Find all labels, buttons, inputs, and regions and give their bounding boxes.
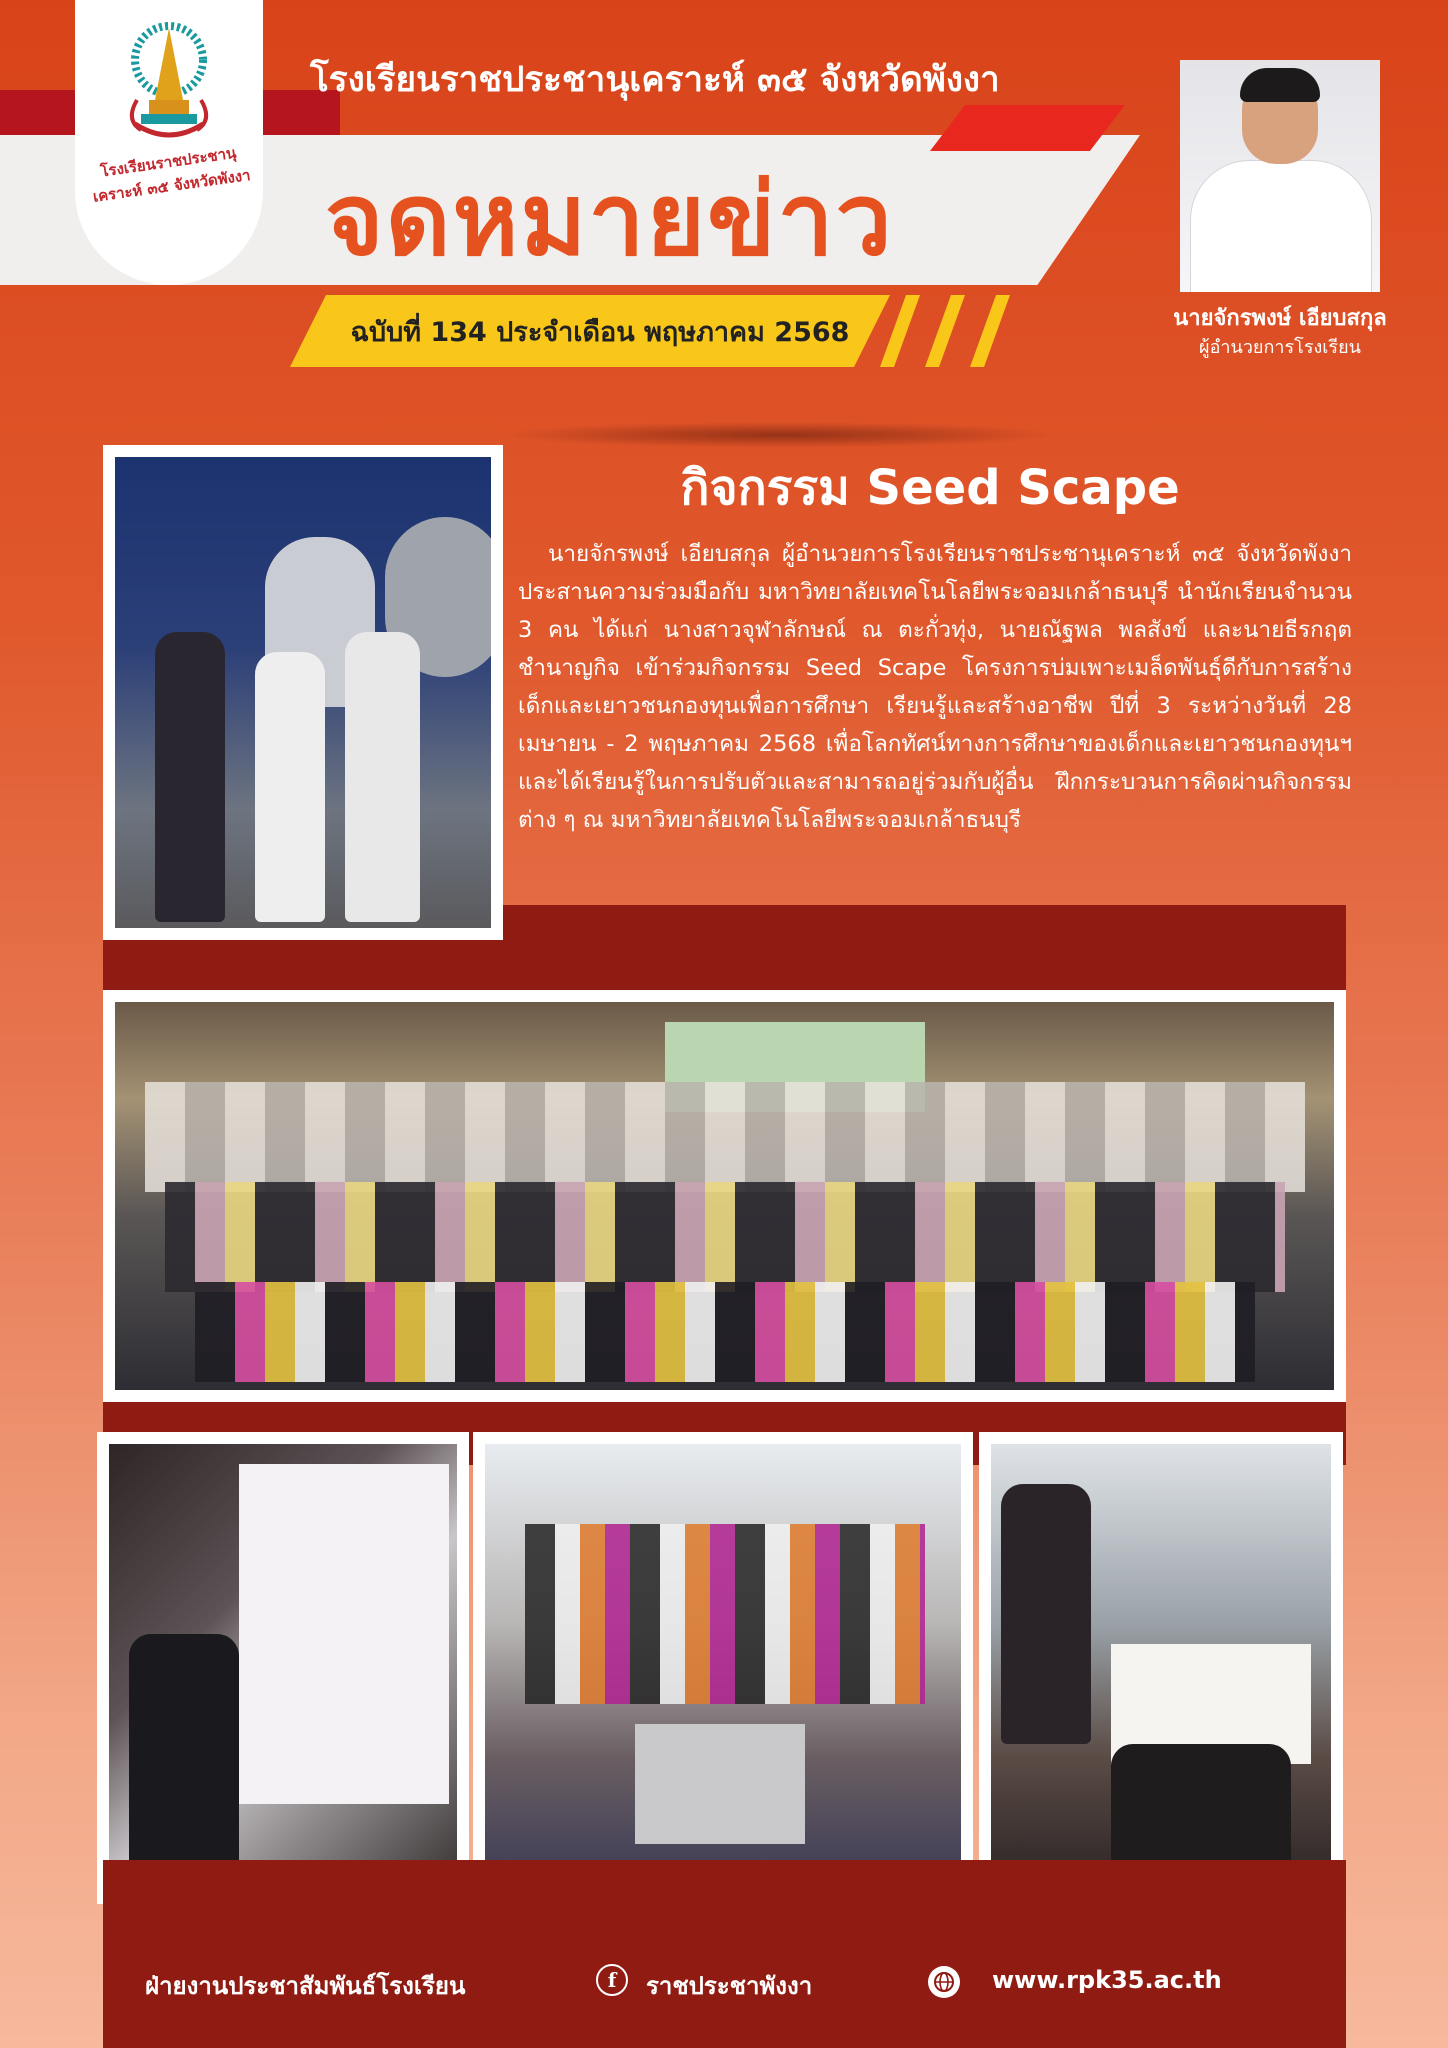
divider-shadow — [500, 422, 1060, 448]
photo-group — [103, 990, 1346, 1402]
students-row — [525, 1524, 925, 1704]
presenter-figure — [129, 1634, 239, 1892]
article-title: กิจกรรม Seed Scape — [680, 460, 1180, 516]
director-photo — [1180, 60, 1380, 292]
footer-department: ฝ่ายงานประชาสัมพันธ์โรงเรียน — [145, 1972, 466, 2000]
director-hair — [1240, 68, 1320, 102]
student-figure — [155, 632, 225, 922]
photo-presenter — [97, 1432, 469, 1904]
footer-facebook-link[interactable]: ราชประชาพังงา — [646, 1972, 813, 2000]
photo-space-museum — [103, 445, 503, 940]
photo-image — [115, 457, 491, 928]
director-uniform — [1190, 160, 1372, 292]
issue-stripe — [970, 295, 1010, 367]
crowd-back-row — [145, 1082, 1305, 1192]
photo-photography — [979, 1432, 1343, 1904]
issue-label: ฉบับที่ 134 ประจำเดือน พฤษภาคม 2568 — [350, 317, 850, 348]
footer — [103, 1860, 1346, 2048]
issue-stripe — [880, 295, 920, 367]
photo-image — [991, 1444, 1331, 1892]
crowd-front-row — [195, 1282, 1255, 1382]
photo-image — [109, 1444, 457, 1892]
whiteboard-screen — [239, 1464, 449, 1804]
newsletter-masthead: จดหมายข่าว — [325, 161, 894, 278]
director-name: นายจักรพงษ์ เอียบสกุล — [1173, 306, 1387, 331]
facebook-icon[interactable]: f — [596, 1964, 628, 1996]
school-name: โรงเรียนราชประชานุเคราะห์ ๓๕ จังหวัดพังงา — [310, 60, 1000, 100]
logo-school-text: โรงเรียนราชประชานุเคราะห์ ๓๕ จังหวัดพังงา — [91, 143, 252, 206]
director-title: ผู้อำนวยการโรงเรียน — [1199, 337, 1361, 358]
product-cart — [635, 1724, 805, 1844]
globe-icon[interactable] — [928, 1966, 960, 1998]
issue-stripe — [925, 295, 965, 367]
photo-product-group — [473, 1432, 973, 1904]
photo-image — [485, 1444, 961, 1892]
footer-website-link[interactable]: www.rpk35.ac.th — [992, 1966, 1222, 1994]
student-figure — [345, 632, 420, 922]
article-body: นายจักรพงษ์ เอียบสกุล ผู้อำนวยการโรงเรียนราชประชานุเคราะห์ ๓๕ จังหวัดพังงา ประสานความร่วมมือกับ มหาวิทยาลัยเทคโนโลยีพระจอมเกล้าธนบุรี นำนักเรียนจำนวน 3 คน ได้แก่ นางสาวจุฬาลักษณ์ ณ ตะกั่วทุ่ง, นายณัฐพล พลสังข์ และนายธีรกฤต ชำนาญกิจ เข้าร่วมกิจกรรม Seed Scape โครงการบ่มเพาะเมล็ดพันธุ์ดีกับการสร้างเด็กและเยาวชนกองทุนเพื่อการศึกษา เรียนรู้และสร้างอาชีพ ปีที่ 3 ระหว่างวันที่ 28 เมษายน - 2 พฤษภาคม 2568 เพื่อโลกทัศน์ทางการศึกษาของเด็กและเยาวชนกองทุนฯ และได้เรียนรู้ในการปรับตัวและสามารถอยู่ร่วมกับผู้อื่น ฝึกกระบวนการคิดผ่านกิจกรรมต่าง ๆ ณ มหาวิทยาลัยเทคโนโลยีพระจอมเกล้าธนบุรี — [518, 541, 1352, 833]
student-figure — [255, 652, 325, 922]
photo-image — [115, 1002, 1334, 1390]
crowd-middle-row — [165, 1182, 1285, 1292]
student-figure — [1001, 1484, 1091, 1744]
